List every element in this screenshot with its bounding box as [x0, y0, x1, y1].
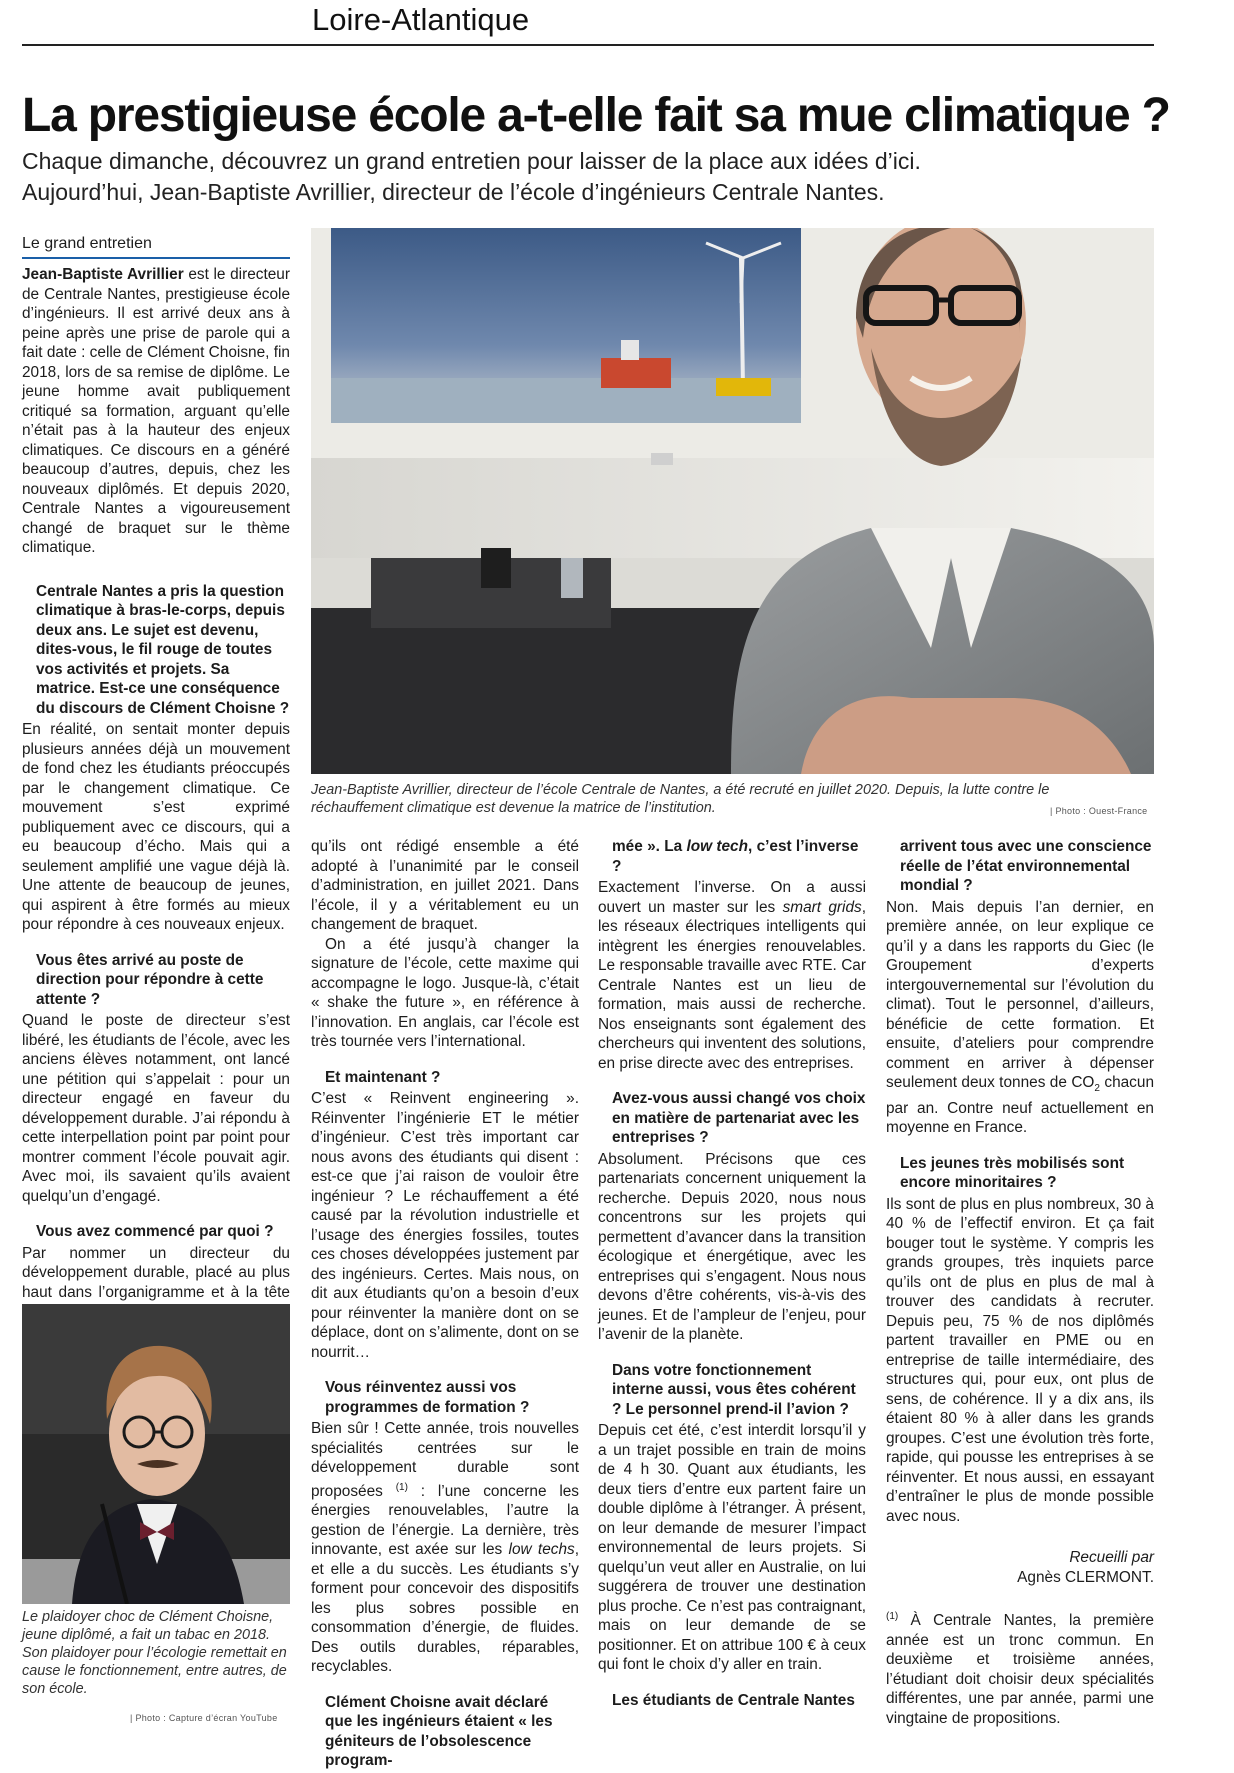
column-1: [22, 232, 290, 1322]
column-4: [886, 837, 1154, 1728]
question-6: Clément Choisne avait déclaré que les ingénieurs étaient « les géniteurs de l’obsolescence program-: [325, 1693, 553, 1770]
question-6-cont-text-2: , c’est l’inverse ?: [612, 838, 859, 875]
signoff: [886, 1548, 1154, 1587]
question-5: Vous réinventez aussi vos programmes de formation ?: [325, 1379, 530, 1416]
question-9-cont: arrivent tous avec une conscience réelle de l’état environnemental mondial ?: [900, 838, 1152, 894]
director-portrait-photo: [311, 228, 1154, 774]
question-4: Et maintenant ?: [325, 1068, 441, 1086]
answer-3-cont-2: On a été jusqu’à changer la signature de l’école, cette maxime qui accompagne le logo. Jusque-là, c’était « shake the future », en référence à l’innovation. En anglais, car l’école est très tournée vers l’international.: [311, 935, 579, 1050]
answer-10: Ils sont de plus en plus nombreux, 30 à 40 % de l’effectif environ. Et ça fait bouger tout le système. Y compris les grands groupes, très inquiets parce qu’ils ont de plus en plus de mal à trouver des candidats à recruter. Depuis peu, 75 % de nos diplômés partent travailler en PME ou en entreprise de taille intermédiaire, des structures qui, pour eux, ont plus de sens, de cohérence. Il y a dix ans, ils étaient 80 % à aller dans les grands groupes. C’est une évolution très forte, rapide, qui pousse les entreprises à se réinventer. Et nous aussi, en essayant d’entraîner le plus de monde possible avec nous.: [886, 1195, 1154, 1525]
speaker-photo: [22, 1304, 290, 1604]
co2-subscript: 2: [1094, 1083, 1100, 1095]
question-2: Vous êtes arrivé au poste de direction pour répondre à cette attente ?: [36, 951, 264, 1008]
answer-7: Absolument. Précisons que ces partenariats concernent uniquement la recherche. Depuis 2020, nous nous concentrons sur les projets qui permettent d’avancer dans la transition écologique et énergétique, avec les entreprises qui s’engagent. Nous nous devons d’être cohérents, vis-à-vis des jeunes. Et de l’ampleur de l’enjeu, pour l’avenir de la planète.: [598, 1150, 866, 1343]
footnote: [886, 1607, 1154, 1728]
main-photo: [311, 228, 1154, 774]
small-photo: [22, 1304, 290, 1604]
footnote-mark: (1): [886, 1611, 899, 1623]
headline: La prestigieuse école a-t-elle fait sa mue climatique ?: [22, 89, 1170, 142]
answer-9: [886, 898, 1154, 1138]
footnote-text: À Centrale Nantes, la première année est un tronc commun. En deuxième et troisième années, l’étudiant doit choisir deux spécialités différentes, une par année, parmi une vingtaine de propositions.: [886, 1612, 1154, 1727]
deck-line-2: Aujourd’hui, Jean-Baptiste Avrillier, directeur de l’école d’ingénieurs Centrale Nantes.: [22, 179, 885, 205]
footnote-ref: (1): [395, 1481, 408, 1493]
lead-paragraph: [22, 265, 290, 558]
answer-5-text-3: , et elle a du succès. Les étudiants s’y forment pour concevoir des dispositifs les plus sobres possible en consommation d’énergie, de fluides. Des outils durables, réparables, recyclables.: [311, 1541, 579, 1676]
question-6-cont-text: mée ». La: [612, 838, 687, 855]
main-photo-caption: Jean-Baptiste Avrillier, directeur de l’école Centrale de Nantes, a été recruté en juillet 2020. Depuis, la lutte contre le réchauffement climatique est devenue la matrice de l’institution.: [311, 782, 1050, 816]
answer-5-emphasis: low techs: [508, 1541, 575, 1559]
small-photo-credit: | Photo : Capture d’écran YouTube: [130, 1713, 278, 1723]
question-3: Vous avez commencé par quoi ?: [36, 1223, 274, 1240]
question-6-cont: [612, 837, 866, 876]
lead-text: est le directeur de Centrale Nantes, prestigieuse école d’ingénieurs. Il est arrivé deux ans à peine après une prise de parole qui a fait date : celle de Clément Choisne, fin 2018, lors de sa remise de diplôme. Le jeune homme avait publiquement critiqué sa formation, arguant qu’elle n’était pas à la hauteur des enjeux climatiques. Ce discours en a généré beaucoup d’autres, depuis, chez les nouveaux diplômés. Et depuis 2020, Centrale Nantes a vigoureusement changé de braquet sur le thème climatique.: [22, 266, 290, 556]
deck: [22, 146, 1162, 208]
question-9: Les étudiants de Centrale Nantes: [612, 1691, 855, 1709]
answer-3-cont: qu’ils ont rédigé ensemble a été adopté à l’unanimité par le conseil d’administration, en juillet 2021. Dans l’école, il y a véritablement eu un changement de braquet.: [311, 838, 579, 933]
column-3: [598, 837, 866, 1712]
section-title: Loire-Atlantique: [312, 2, 530, 37]
column-2: [311, 837, 579, 1773]
answer-5-text-2: : l’une concerne les énergies renouvelables, l’autre la gestion de l’énergie. La dernière, très innovante, est axée sur les: [311, 1482, 579, 1559]
author-name: Agnès CLERMONT.: [1017, 1568, 1154, 1586]
answer-9-text-2: chacun par an. Contre neuf actuellement en moyenne en France.: [886, 1074, 1154, 1137]
question-6-emphasis: low tech: [686, 838, 749, 855]
answer-6: [598, 878, 866, 1073]
answer-9-text: Non. Mais depuis l’an dernier, en première année, on leur explique ce qu’il y a dans les rapports du Giec (le Groupement d’experts intergouvernemental sur l’évolution du climat). Tout le personnel, d’ailleurs, bénéficie de cette formation. Et ensuite, d’ateliers pour comprendre comment en arriver à dépenser seulement deux tonnes de CO: [886, 898, 1154, 1091]
deck-line-1: Chaque dimanche, découvrez un grand entretien pour laisser de la place aux idées d’ici.: [22, 148, 921, 174]
answer-5: [311, 1419, 579, 1677]
question-8: Dans votre fonctionnement interne aussi, vous êtes cohérent ? Le personnel prend-il l’avion ?: [612, 1361, 856, 1418]
question-1: Centrale Nantes a pris la question climatique à bras-le-corps, depuis deux ans. Le sujet est devenu, dites-vous, le fil rouge de toutes vos activités et projets. Sa matrice. Est-ce une conséquence du discours de Clément Choisne ?: [36, 582, 290, 717]
answer-6-emphasis: smart grids: [782, 898, 862, 916]
answer-2: Quand le poste de directeur s’est libéré, les étudiants de l’école, avec les anciens élèves notamment, ont lancé une pétition qui s’appelait : pour un directeur engagé en faveur du développement durable. J’ai répondu à cette interpellation point par point pour montrer comment l’école pouvait agir. Avec moi, ils savaient qu’ils avaient quelqu’un d’engagé.: [22, 1012, 290, 1205]
lead-name: Jean-Baptiste Avrillier: [22, 266, 184, 283]
signoff-label: Recueilli par: [1069, 1549, 1154, 1567]
answer-6-text: Exactement l’inverse. On a aussi ouvert un master sur les: [598, 879, 866, 916]
answer-3: Par nommer un directeur du développement durable, placé au plus haut dans l’organigramme et à la tête: [22, 1244, 290, 1301]
answer-8: Depuis cet été, c’est interdit lorsqu’il y a un trajet possible en train de moins de 4 h 30. Quant aux étudiants, les deux tiers d’entre eux partent faire un double diplôme à l’étranger. À présent, on leur demande de mesurer l’impact environnemental de leurs projets. Si quelqu’un veut aller en Australie, on lui suggérera de trouver une destination plus proche. Ce n’est pas contraignant, mais on leur demande de se positionner. Et on attribue 100 € à ceux qui font le choix d’y aller en train.: [598, 1422, 866, 1673]
answer-1: En réalité, on sentait monter depuis plusieurs années déjà un mouvement de fond chez les étudiants préoccupés par le changement climatique. Ce mouvement s’est exprimé publiquement avec ce discours, qui a eu beaucoup d’écho. Mais qui a seulement amplifié une vague déjà là. Une attente de beaucoup de jeunes, qui aspirent à être formés au mieux pour répondre à ces nouveaux enjeux.: [22, 721, 290, 933]
main-photo-credit: | Photo : Ouest-France: [1050, 806, 1148, 816]
question-10: Les jeunes très mobilisés sont encore minoritaires ?: [900, 1154, 1125, 1192]
answer-5-text: Bien sûr ! Cette année, trois nouvelles spécialités centrées sur le développement durable sont proposées: [311, 1420, 579, 1500]
answer-4: C’est « Reinvent engineering ». Réinventer l’ingénierie ET le métier d’ingénieur. C’est très important car nous avons des étudiants qui disent : est-ce que j’ai raison de vouloir être ingénieur ? Le réchauffement a été causé par la révolution industrielle et l’usage des énergies fossiles, toutes ces choses développées justement par des ingénieurs. Certes. Mais nous, on dit aux étudiants qu’on a besoin d’eux pour réinventer la manière dont on se déplace, dont on s’alimente, dont on se nourrit…: [311, 1090, 579, 1361]
answer-6-text-2: , les réseaux électriques intelligents qui intègrent les énergies renouvelables. Le responsable travaille avec RTE. Car Centrale Nantes est un lieu de formation, mais aussi de recherche. Nos enseignants sont également des chercheurs qui inventent des solutions, en prise directe avec des entreprises.: [598, 898, 866, 1072]
top-rule: [22, 44, 1154, 46]
kicker-label: Le grand entretien: [22, 232, 290, 259]
question-7: Avez-vous aussi changé vos choix en matière de partenariat avec les entreprises ?: [612, 1090, 866, 1146]
small-photo-caption: Le plaidoyer choc de Clément Choisne, jeune diplômé, a fait un tabac en 2018. Son plaidoyer pour l’écologie remettait en cause le fonctionnement, entre autres, de son école.: [22, 1609, 287, 1697]
